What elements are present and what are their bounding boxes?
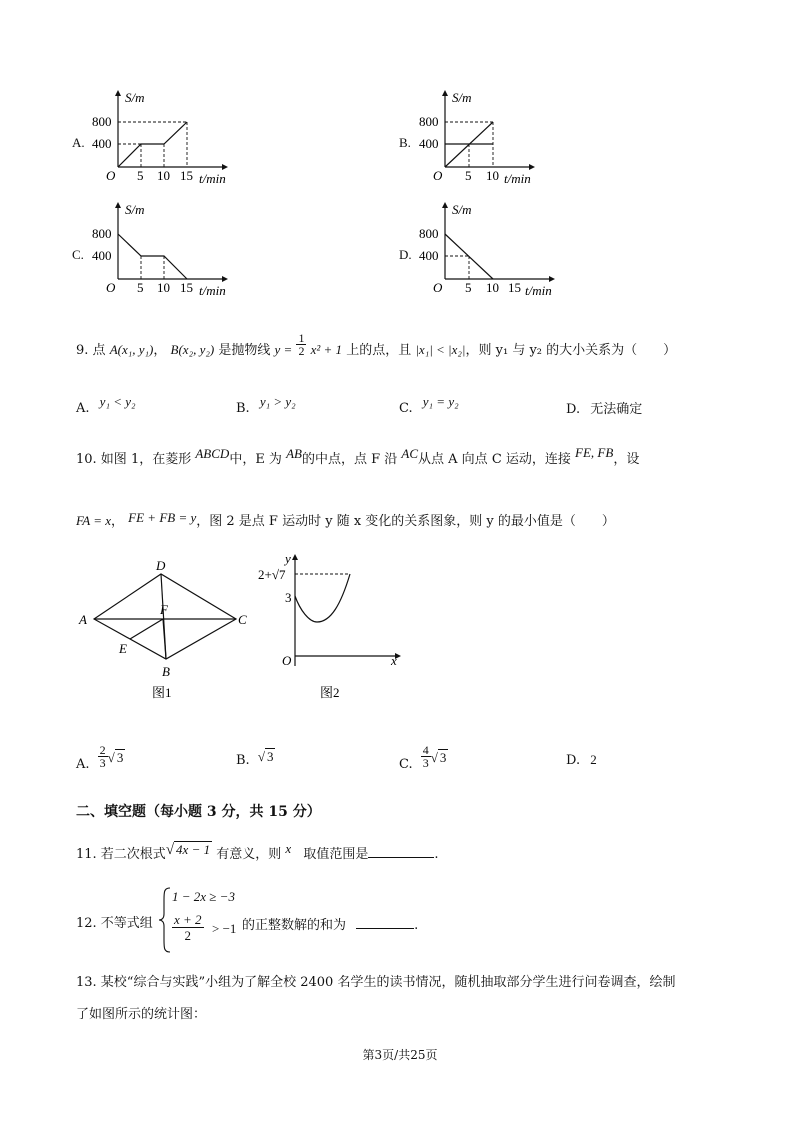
y-tick-400: 400 — [92, 136, 112, 151]
q10-option-b[interactable] — [236, 750, 275, 767]
q10-text: ，设 — [613, 452, 640, 467]
y-tick-800: 800 — [92, 226, 112, 241]
x-tick-5: 5 — [137, 280, 144, 295]
q10-option-a[interactable] — [76, 743, 125, 775]
frac-numerator: 4 — [422, 743, 429, 757]
q10-fa-equation: FA = x — [76, 513, 112, 528]
q10-segment-ac: AC — [401, 446, 419, 461]
option-letter: B. — [236, 401, 250, 416]
q9-condition: |x₁| < |x₂| — [415, 342, 466, 357]
origin-label: O — [106, 168, 116, 183]
answer-blank[interactable] — [356, 916, 414, 929]
option-value: 2 — [590, 752, 597, 767]
q9-point-b: B(x₂, y₂) — [170, 342, 215, 357]
q10-segments-fe-fb: FE, FB — [575, 445, 614, 460]
x-tick-10: 10 — [157, 280, 170, 295]
radicand: 3 — [116, 750, 124, 765]
y-tick-800: 800 — [92, 114, 112, 129]
y-tick-400: 400 — [419, 248, 439, 263]
vertex-a: A — [79, 612, 87, 627]
x-tick-10: 10 — [486, 168, 499, 183]
x-tick-15: 15 — [180, 168, 193, 183]
distance-time-graph-c — [70, 200, 250, 300]
graph-option-c — [70, 200, 250, 300]
q11-post: 取值范围是 — [303, 847, 369, 862]
q11-variable: x — [285, 841, 292, 856]
sqrt-symbol: √ — [257, 749, 265, 764]
question-10-line-2 — [76, 510, 615, 530]
figure-1-caption: 图1 — [152, 685, 172, 700]
option-letter: D. — [566, 402, 581, 417]
q12-pre: 12. 不等式组 — [76, 916, 153, 931]
q12-inequality-2-rhs: > −1 — [212, 921, 237, 936]
q11-mid: 有意义，则 — [216, 847, 282, 862]
y-axis-label: S/m — [452, 90, 472, 105]
graph-option-b — [397, 88, 577, 188]
option-label: C. — [72, 247, 84, 262]
q10-text: 中，E 为 — [229, 452, 282, 467]
section-2-heading: 二、填空题（每小题 3 分，共 15 分） — [76, 804, 321, 820]
option-value: y₁ < y₂ — [99, 394, 136, 409]
option-value: y₁ > y₂ — [259, 394, 296, 409]
frac-denominator: 2 — [184, 928, 192, 943]
option-letter: A. — [76, 401, 90, 416]
x-axis-label: t/min — [199, 171, 226, 186]
q10-rhombus-name: ABCD — [195, 446, 230, 461]
figure-1-rhombus — [75, 556, 265, 706]
x-tick-5: 5 — [465, 168, 472, 183]
q10-text: 的中点，点 F 沿 — [301, 452, 398, 467]
x-tick-10: 10 — [486, 280, 499, 295]
option-value: y₁ = y₂ — [422, 394, 459, 409]
option-letter: D. — [566, 753, 581, 768]
frac-numerator: 2 — [99, 743, 106, 757]
question-10-line-1 — [76, 445, 640, 468]
y-value-3: 3 — [285, 590, 292, 605]
y-axis-label: S/m — [125, 90, 145, 105]
radicand: 3 — [439, 750, 447, 765]
y-axis-label: y — [285, 551, 291, 566]
graph-option-d — [397, 200, 577, 300]
page-footer: 第3页/共25页 — [362, 1048, 438, 1062]
point-f: F — [160, 602, 168, 617]
y-value-2-plus-root7: 2+√7 — [258, 567, 286, 582]
frac-denominator: 3 — [99, 756, 106, 770]
q10-option-c[interactable] — [399, 743, 448, 775]
y-axis-label: S/m — [452, 202, 472, 217]
question-9 — [76, 331, 677, 363]
origin-label: O — [282, 653, 292, 668]
q9-frac-numerator: 1 — [298, 331, 305, 345]
q10-option-d[interactable] — [566, 752, 597, 769]
option-letter: C. — [399, 401, 413, 416]
vertex-c: C — [238, 612, 247, 627]
frac-denominator: 3 — [422, 756, 429, 770]
q9-point-a: A(x₁, y₁) — [109, 342, 154, 357]
q10-text: ，图 2 是点 F 运动时 y 随 x 变化的关系图象，则 y 的最小值是（ ） — [196, 514, 615, 529]
distance-time-graph-b — [397, 88, 577, 188]
radicand: 3 — [266, 749, 274, 764]
point-e: E — [119, 641, 127, 656]
q12-inequality-2 — [172, 912, 204, 943]
q11-pre: 11. 若二次根式 — [76, 847, 166, 862]
q12-post-text: 的正整数解的和为 — [242, 918, 347, 933]
x-tick-5: 5 — [465, 280, 472, 295]
option-letter: A. — [76, 757, 90, 772]
x-axis-label: t/min — [525, 283, 552, 298]
q10-segment-ab: AB — [286, 446, 302, 461]
distance-time-graph-d — [397, 200, 577, 300]
sqrt-symbol: √ — [107, 750, 115, 765]
q10-text: 从点 A 向点 C 运动，连接 — [418, 452, 571, 467]
y-tick-400: 400 — [419, 136, 439, 151]
y-tick-800: 800 — [419, 114, 439, 129]
q10-text: 10. 如图 1，在菱形 — [76, 452, 192, 467]
origin-label: O — [433, 280, 443, 295]
x-tick-5: 5 — [137, 168, 144, 183]
origin-label: O — [433, 168, 443, 183]
option-fraction — [98, 744, 108, 769]
q12-post — [242, 916, 418, 934]
graph-option-a — [70, 88, 250, 188]
x-tick-15: 15 — [180, 280, 193, 295]
q9-frac-denominator: 2 — [298, 344, 305, 358]
question-13-line-2: 了如图所示的统计图： — [76, 1007, 207, 1022]
figure-2-caption: 图2 — [320, 685, 340, 700]
vertex-d: D — [156, 558, 166, 573]
x-tick-10: 10 — [157, 168, 170, 183]
distance-time-graph-a — [70, 88, 250, 188]
y-tick-800: 800 — [419, 226, 439, 241]
q9-parabola-lhs: y = — [274, 342, 293, 357]
origin-label: O — [106, 280, 116, 295]
option-label: A. — [72, 135, 85, 150]
q12-inequality-1: 1 − 2x ≥ −3 — [172, 889, 235, 904]
sqrt-symbol: √ — [165, 842, 175, 858]
sqrt-symbol: √ — [430, 750, 438, 765]
y-tick-400: 400 — [92, 248, 112, 263]
option-fraction — [421, 744, 431, 769]
q11-dot: . — [434, 847, 439, 862]
brace-icon — [158, 886, 172, 954]
q9-option-c[interactable] — [399, 394, 459, 417]
y-axis-label: S/m — [125, 202, 145, 217]
q9-option-d[interactable] — [566, 402, 642, 418]
option-value: 无法确定 — [590, 402, 643, 417]
q9-option-a[interactable] — [76, 394, 136, 417]
q9-fraction — [296, 332, 306, 357]
q9-mid: 是抛物线 — [218, 343, 271, 358]
q10-sep: ， — [111, 514, 125, 529]
question-11 — [76, 841, 439, 862]
q9-option-b[interactable] — [236, 394, 296, 417]
q9-sep: ， — [153, 343, 167, 358]
x-axis-label: t/min — [199, 283, 226, 298]
vertex-b: B — [162, 664, 170, 679]
q11-radicand: 4x − 1 — [176, 842, 211, 857]
answer-blank[interactable] — [368, 845, 434, 858]
option-letter: B. — [236, 753, 250, 768]
option-label: D. — [399, 247, 412, 262]
q10-sum-equation: FE + FB = y — [128, 510, 197, 525]
option-letter: C. — [399, 757, 413, 772]
q9-number: 9. 点 — [76, 343, 106, 358]
x-tick-15: 15 — [508, 280, 521, 295]
figure-2-graph — [255, 548, 415, 704]
option-label: B. — [399, 135, 411, 150]
frac-numerator: x + 2 — [174, 912, 202, 927]
q9-cond-pre: 上的点，且 — [346, 343, 412, 358]
question-13-line-1: 13. 某校“综合与实践”小组为了解全校 2400 名学生的读书情况，随机抽取部分学生进行问卷调查，绘制 — [76, 975, 676, 990]
x-axis-label: t/min — [504, 171, 531, 186]
q9-end: ，则 y₁ 与 y₂ 的大小关系为（ ） — [465, 343, 677, 358]
q12-dot: . — [414, 918, 419, 933]
x-axis-label: x — [391, 653, 397, 668]
q9-parabola-rhs: x² + 1 — [310, 342, 343, 357]
